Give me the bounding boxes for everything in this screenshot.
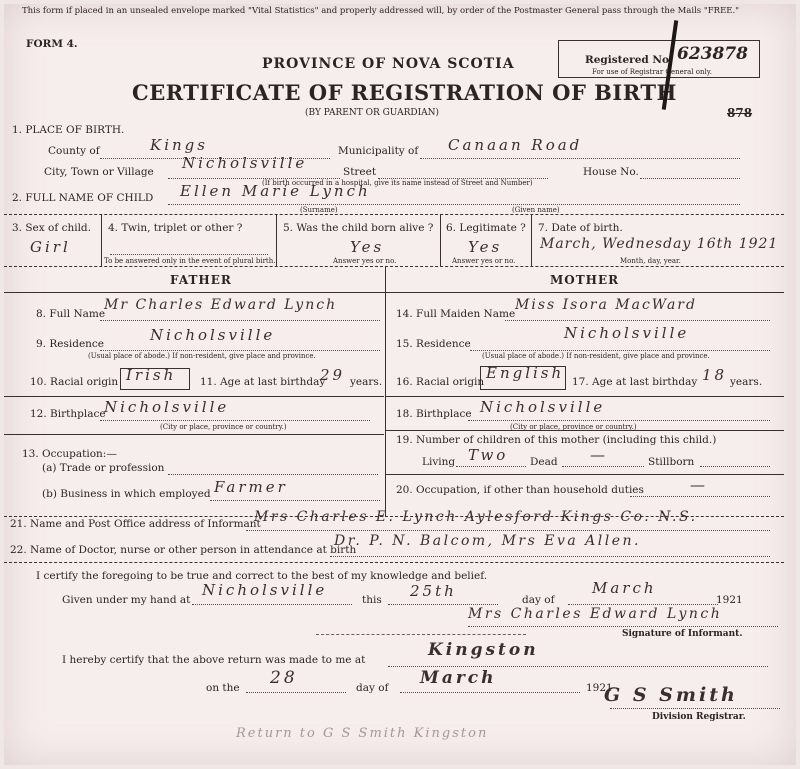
registrar-dayof-label: day of [356, 682, 389, 694]
sex-label: 3. Sex of child. [12, 222, 91, 234]
certify-year: 1921 [716, 594, 743, 606]
father-residence-label: 9. Residence [36, 338, 105, 350]
mother-residence-value: Nicholsville [564, 324, 690, 342]
mother-occupation-value: — [690, 476, 708, 494]
father-name-value: Mr Charles Edward Lynch [104, 297, 338, 313]
registrar-day-value: 28 [270, 668, 298, 688]
certificate-subtitle: (BY PARENT OR GUARDIAN) [305, 108, 440, 118]
mother-birthplace-value: Nicholsville [480, 398, 606, 416]
registered-label: Registered No. [585, 54, 673, 66]
alive-value: Yes [350, 238, 385, 256]
mother-heading: MOTHER [550, 273, 620, 287]
informant-label: 21. Name and Post Office address of Informant [10, 518, 261, 530]
mother-age-label: 17. Age at last birthday [572, 376, 698, 388]
certify-day-value: 25th [410, 582, 457, 600]
house-label: House No. [583, 166, 639, 178]
certify-month-value: March [592, 579, 657, 597]
county-value: Kings [150, 136, 208, 154]
father-birthplace-label: 12. Birthplace [30, 408, 106, 420]
mother-residence-note: (Usual place of abode.) If non-resident, give place and province. [482, 352, 710, 360]
given-under-label: Given under my hand at [62, 594, 191, 606]
municipality-label: Municipality of [338, 145, 419, 157]
father-racial-value: Irish [126, 366, 177, 384]
legitimate-note: Answer yes or no. [452, 257, 516, 265]
doctor-value: Dr. P. N. Balcom, Mrs Eva Allen. [334, 533, 641, 549]
postal-notice: This form if placed in an unsealed envelope marked "Vital Statistics" and properly addressed will, by order of the Postmaster General pass through the Mails "FREE." [22, 6, 740, 16]
mother-residence-label: 15. Residence [396, 338, 471, 350]
father-residence-note: (Usual place of abode.) If non-resident, give place and province. [88, 352, 316, 360]
city-value: Nicholsville [182, 154, 308, 172]
father-heading: FATHER [170, 273, 232, 287]
father-business-value: Farmer [214, 478, 288, 496]
certify-dayof-label: day of [522, 594, 555, 606]
signature-informant-label: Signature of Informant. [622, 629, 743, 639]
twin-label: 4. Twin, triplet or other ? [108, 222, 243, 234]
birth-date-label: 7. Date of birth. [538, 222, 623, 234]
municipality-value: Canaan Road [448, 136, 583, 154]
certify-text: I certify the foregoing to be true and correct to the best of my knowledge and belief. [36, 570, 488, 582]
hospital-note: (If birth occurred in a hospital, give its name instead of Street and Number) [262, 179, 533, 187]
birth-date-value: March, Wednesday 16th 1921 [540, 236, 779, 252]
sex-value: Girl [30, 238, 71, 256]
stillborn-label: Stillborn [648, 456, 695, 468]
birth-date-note: Month, day, year. [620, 257, 681, 265]
dead-label: Dead [530, 456, 558, 468]
registrar-month-value: March [420, 668, 497, 688]
place-of-birth-heading: 1. PLACE OF BIRTH. [12, 124, 125, 136]
mother-name-value: Miss Isora MacWard [515, 297, 697, 313]
mother-birthplace-label: 18. Birthplace [396, 408, 472, 420]
city-label: City, Town or Village [44, 166, 154, 178]
father-business-label: (b) Business in which employed [42, 488, 211, 500]
mother-age-value: 18 [702, 366, 728, 384]
alive-note: Answer yes or no. [333, 257, 397, 265]
father-birthplace-note: (City or place, province or country.) [160, 423, 287, 431]
corner-mark: 878 [727, 106, 753, 120]
father-years-label: years. [350, 376, 383, 388]
father-name-label: 8. Full Name [36, 308, 106, 320]
dead-value: — [590, 446, 608, 464]
doctor-label: 22. Name of Doctor, nurse or other person in attendance at birth [10, 544, 357, 556]
father-occupation-label: 13. Occupation:— [22, 448, 117, 460]
division-registrar-label: Division Registrar. [652, 712, 746, 722]
registrar-signature: G S Smith [604, 684, 738, 706]
this-label: this [362, 594, 382, 606]
mother-children-label: 19. Number of children of this mother (including this child.) [396, 434, 717, 446]
mother-name-label: 14. Full Maiden Name [396, 308, 516, 320]
mother-racial-label: 16. Racial origin [396, 376, 485, 388]
legitimate-label: 6. Legitimate ? [446, 222, 526, 234]
father-birthplace-value: Nicholsville [104, 398, 230, 416]
informant-signature: Mrs Charles Edward Lynch [468, 606, 723, 622]
street-label: Street [343, 166, 377, 178]
on-the-label: on the [206, 682, 240, 694]
mother-racial-value: English [486, 364, 565, 382]
province-heading: PROVINCE OF NOVA SCOTIA [262, 56, 515, 72]
certificate-title: CERTIFICATE OF REGISTRATION OF BIRTH [132, 80, 677, 105]
mother-years-label: years. [730, 376, 763, 388]
child-name-label: 2. FULL NAME OF CHILD [12, 192, 154, 204]
father-racial-label: 10. Racial origin [30, 376, 119, 388]
father-residence-value: Nicholsville [150, 326, 276, 344]
registrar-year: 1921 [586, 682, 613, 694]
county-label: County of [48, 145, 100, 157]
informant-value: Mrs Charles E. Lynch Aylesford Kings Co. N.S. [254, 509, 698, 525]
twin-note: To be answered only in the event of plural birth. [104, 257, 276, 265]
mother-birthplace-note: (City or place, province or country.) [510, 423, 637, 431]
registrar-certify-text: I hereby certify that the above return was made to me at [62, 654, 366, 666]
living-value: Two [468, 446, 509, 464]
child-name-value: Ellen Marie Lynch [180, 182, 371, 200]
given-name-note: (Given name) [512, 206, 560, 214]
surname-note: (Surname) [300, 206, 338, 214]
registered-number: 623878 [677, 44, 748, 64]
form-number: FORM 4. [26, 38, 78, 50]
registered-note: For use of Registrar General only. [592, 68, 712, 76]
living-label: Living [422, 456, 456, 468]
mother-occupation-label: 20. Occupation, if other than household duties [396, 484, 644, 496]
legitimate-value: Yes [468, 238, 503, 256]
father-trade-label: (a) Trade or profession [42, 462, 165, 474]
given-place-value: Nicholsville [202, 581, 328, 599]
father-age-label: 11. Age at last birthday [200, 376, 326, 388]
return-note: Return to G S Smith Kingston [236, 726, 489, 741]
alive-label: 5. Was the child born alive ? [283, 222, 434, 234]
father-age-value: 29 [320, 366, 346, 384]
registrar-place-value: Kingston [428, 640, 539, 660]
